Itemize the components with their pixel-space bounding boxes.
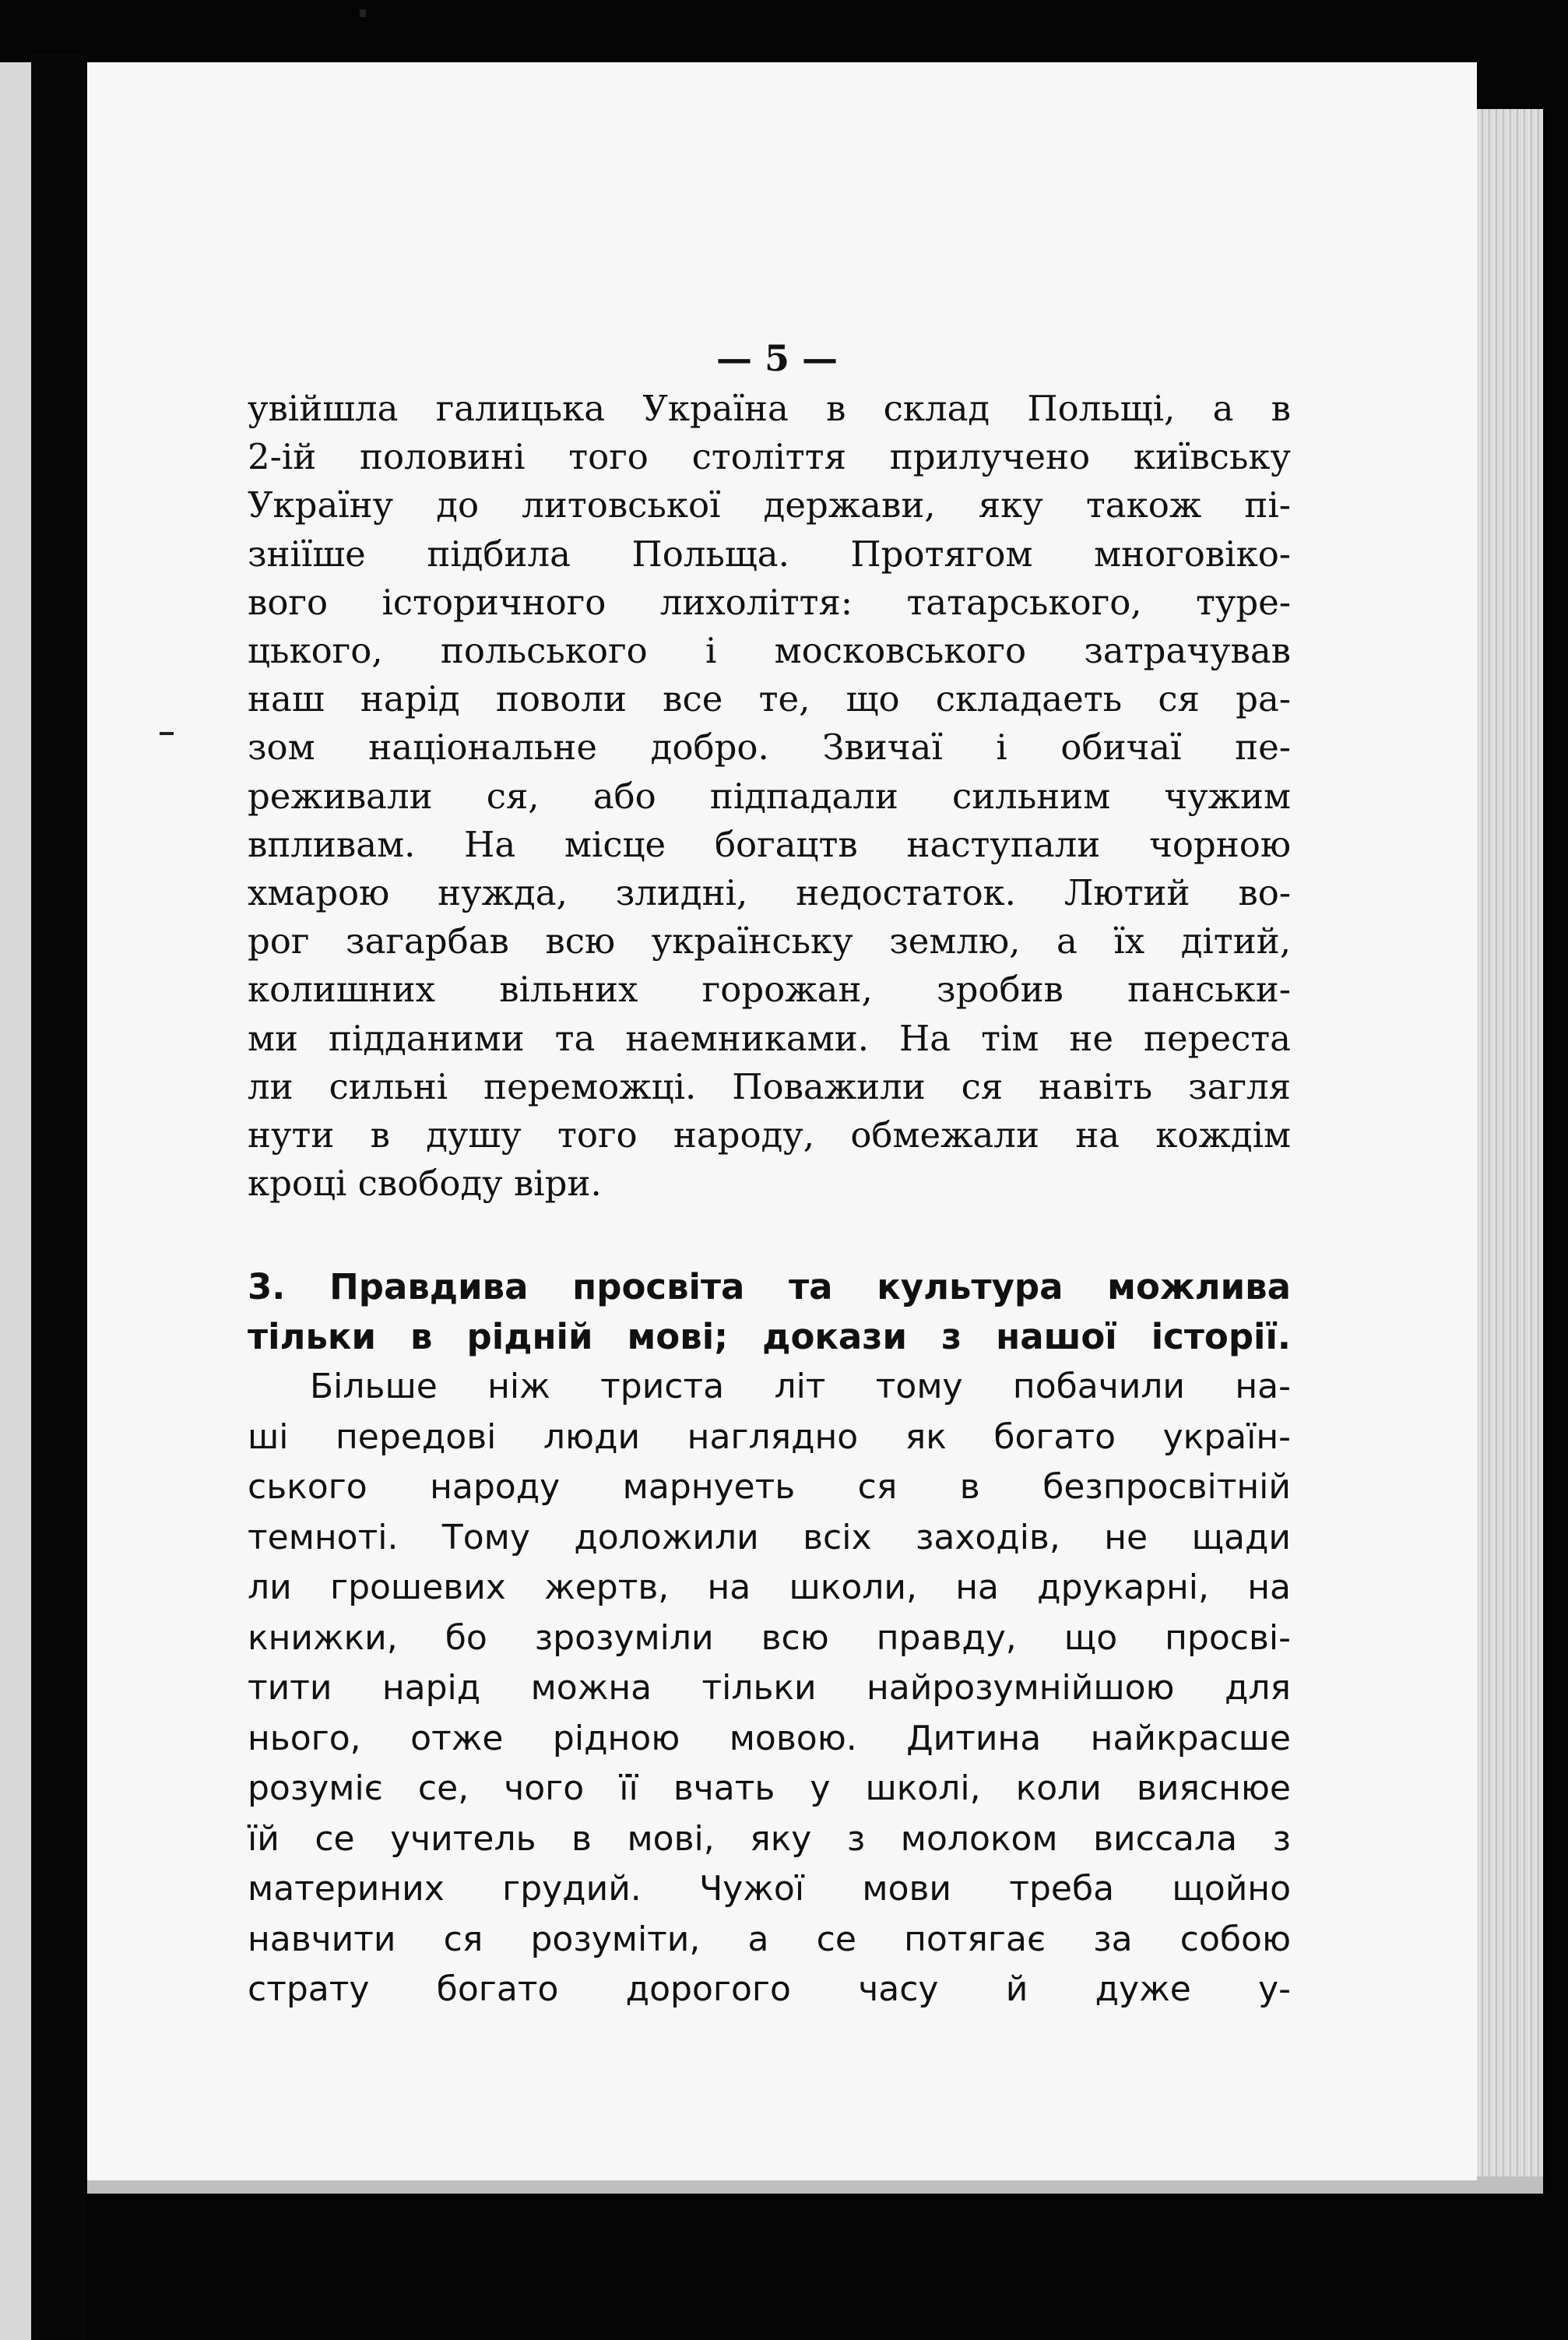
text-line: ші передові люди наглядно як богато україн- <box>248 1416 1291 1457</box>
text-line: вого історичного лихоліття: татарського, туре- <box>248 581 1291 623</box>
text-line: рог загарбав всю українську землю, а їх дітий, <box>248 920 1291 962</box>
text-line: ли сильні переможці. Поважили ся навіть загля <box>248 1065 1291 1107</box>
book-gutter <box>31 55 86 2340</box>
text-line: страту богато дорогого часу й дуже у- <box>248 1969 1291 2010</box>
text-line: книжки, бо зрозуміли всю правду, що просві- <box>248 1617 1291 1658</box>
text-line: реживали ся, або підпадали сильним чужим <box>248 775 1291 817</box>
section-3-body <box>248 1362 1291 2015</box>
text-line: ми підданими та наемниками. На тім не переста <box>248 1017 1291 1059</box>
text-line: тити нарід можна тільки найрозумнійшою для <box>248 1668 1291 1708</box>
text-line: ли грошевих жертв, на школи, на друкарні, на <box>248 1568 1291 1608</box>
text-line: темноті. Тому доложили всіх заходів, не щади <box>248 1517 1291 1557</box>
text-line: кроці свободу віри. <box>248 1163 602 1205</box>
text-line: зніїше підбила Польща. Протягом многовіко- <box>248 533 1291 575</box>
text-line: цького, польського і московського затрачував <box>248 630 1291 672</box>
page-number: — 5 — <box>715 337 838 379</box>
text-line: хмарою нужда, злидні, недостаток. Лютий во- <box>248 872 1291 914</box>
text-line: колишних вільних горожан, зробив панськи- <box>248 969 1291 1011</box>
page-text <box>248 335 1291 2015</box>
text-line: нього, отже рідною мовою. Дитина найкрасше <box>248 1718 1291 1758</box>
section-3-heading <box>248 1262 1291 1362</box>
text-line: розуміє се, чого її вчать у школі, коли вияснюе <box>248 1768 1291 1809</box>
text-line: їй се учитель в мові, яку з молоком виссала з <box>248 1818 1291 1859</box>
left-page-edge <box>0 62 31 2340</box>
text-line: впливам. На місце богацтв наступали чорною <box>248 823 1291 865</box>
text-line: Україну до литовської держави, яку також пі- <box>248 484 1291 526</box>
text-line: зом національне добро. Звичаї і обичаї пе- <box>248 727 1291 769</box>
section-spacer <box>248 1208 1291 1262</box>
text-line: 2-ій половині того століття прилучено київську <box>248 436 1291 478</box>
text-line: Більше ніж триста літ тому побачили на- <box>310 1367 1291 1407</box>
heading-line: тільки в рідній мові; докази з нашої історії. <box>248 1316 1291 1358</box>
paragraph-1 <box>248 385 1291 1208</box>
text-line: материних грудий. Чужої мови треба щойно <box>248 1869 1291 1909</box>
text-line: ського народу марнуеть ся в безпросвітній <box>248 1467 1291 1508</box>
heading-line: 3. Правдива просвіта та культура можлива <box>248 1266 1291 1308</box>
text-line: навчити ся розуміти, а се потягає за собою <box>248 1919 1291 1959</box>
text-line: увійшла галицька Україна в склад Польщі, а в <box>248 388 1291 429</box>
scan-speck <box>360 9 366 17</box>
text-line: нути в душу того народу, обмежали на кождім <box>248 1114 1291 1156</box>
scan-speck <box>160 732 174 735</box>
text-line: наш нарід поволи все те, що складаеть ся ра- <box>248 678 1291 720</box>
